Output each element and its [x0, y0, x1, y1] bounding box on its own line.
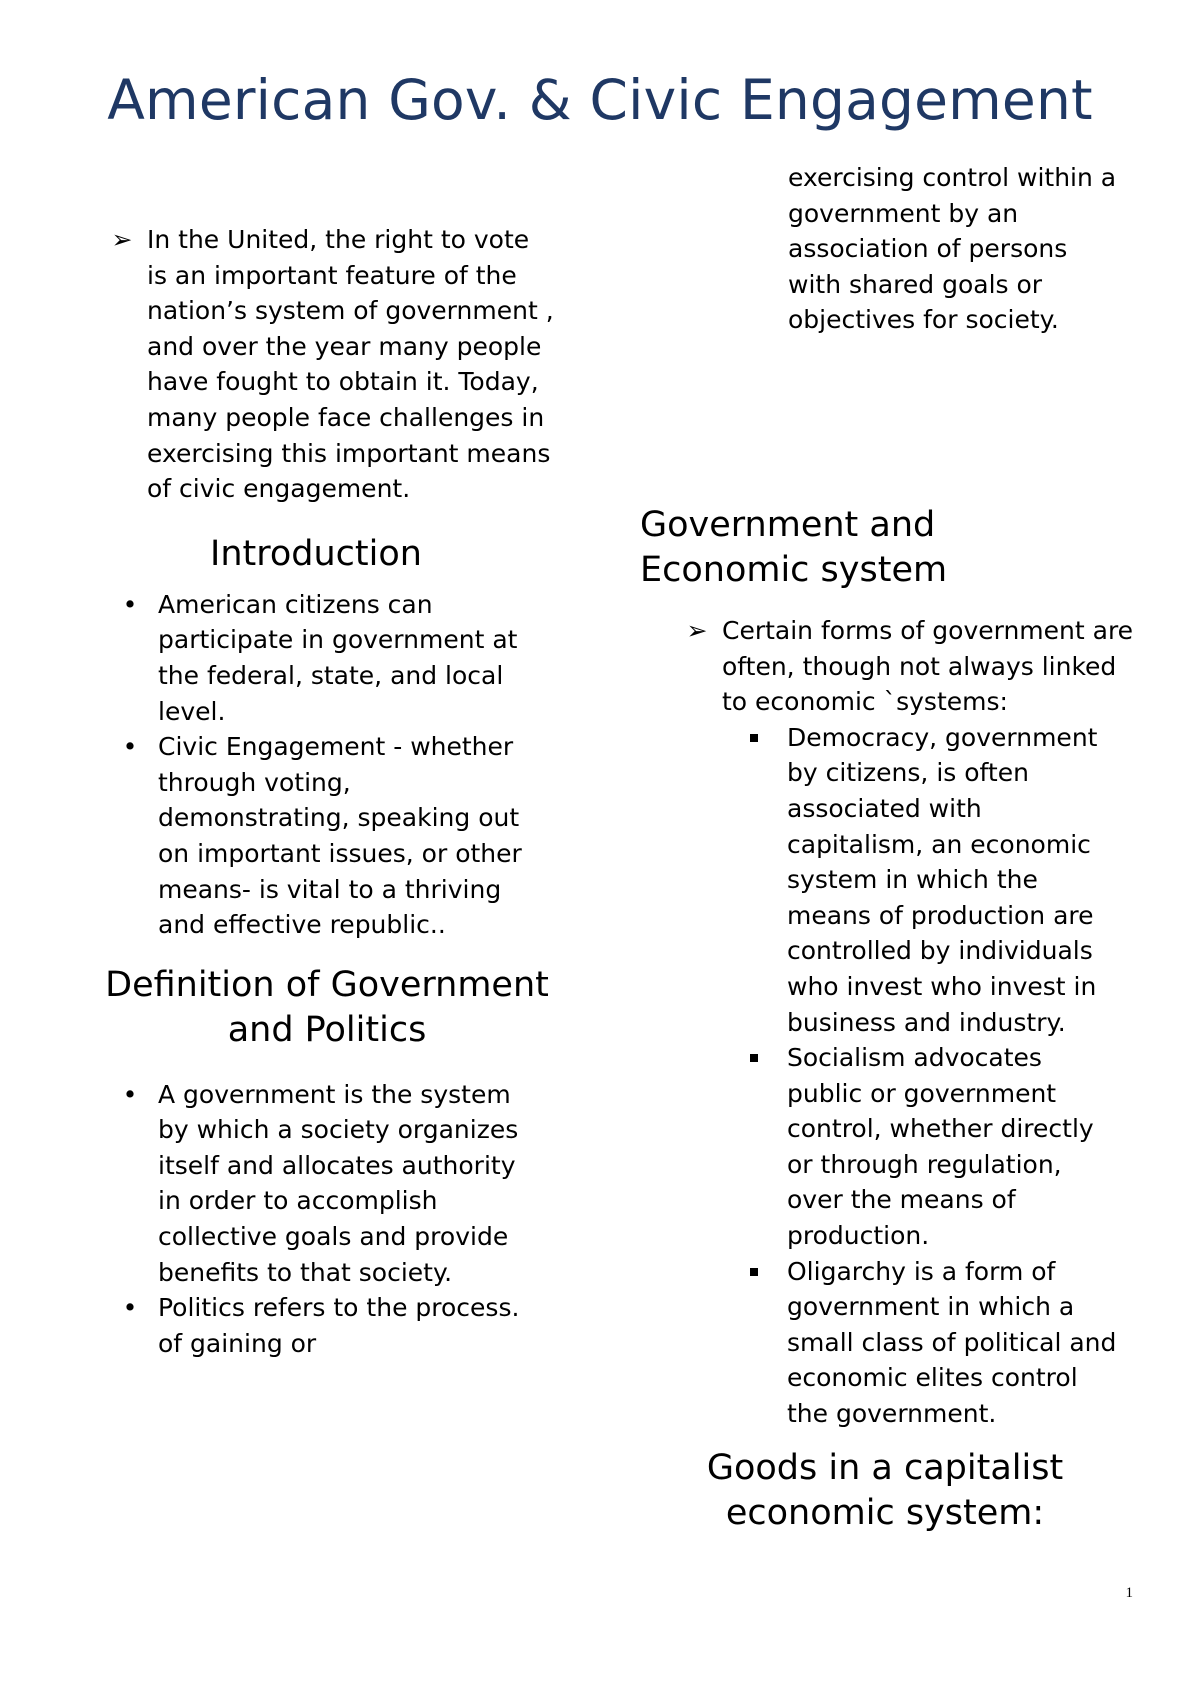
gov-econ-heading: Government and Economic system	[640, 504, 948, 590]
round-bullet-icon: •	[122, 732, 138, 762]
definition-heading: Definition of Government and Politics	[105, 964, 549, 1050]
econ-systems-list	[640, 720, 1125, 1432]
list-item: • A government is the system by which a society organizes itself and allocates authority in order to accomplish collective goals and provide benefits to that society.	[80, 1077, 520, 1291]
intro-arrow-item	[111, 222, 557, 507]
intro-arrow-text: In the United, the right to vote is an important feature of the nation’s system of government , and over the year many people have fought to obtain it. Today, many people face challenges in exercising this important means of civic engagement.	[147, 225, 554, 504]
list-item: • Civic Engagement - whether through voting, demonstrating, speaking out on important issues, or other means- is vital to a thriving and effective republic..	[80, 729, 530, 943]
square-bullet-icon	[750, 1054, 758, 1062]
right-column	[640, 160, 1140, 1536]
square-bullet-icon	[750, 1268, 758, 1276]
round-bullet-icon: •	[122, 589, 138, 619]
continued-paragraph: exercising control within a government by an association of persons with shared goals or objectives for society.	[788, 163, 1117, 335]
page-title: American Gov. & Civic Engagement	[107, 68, 1093, 132]
round-bullet-icon: •	[122, 1079, 138, 1109]
gov-econ-arrow-item: ➢ Certain forms of government are often, though not always linked to economic `systems:	[715, 613, 1142, 720]
arrow-bullet-icon: ➢	[686, 615, 708, 645]
introduction-heading: Introduction	[210, 533, 422, 574]
list-item: • Politics refers to the process. of gaining or	[80, 1290, 520, 1361]
list-item: Democracy, government by citizens, is often associated with capitalism, an economic system in which the means of production are controlled by individuals who invest who invest in business and industry.	[640, 720, 1125, 1040]
left-column	[105, 222, 580, 1361]
definition-list	[80, 1077, 520, 1362]
list-item: Oligarchy is a form of government in which a small class of political and economic elites control the government.	[640, 1254, 1125, 1432]
round-bullet-icon: •	[122, 1293, 138, 1323]
page-number: 1	[1125, 1585, 1133, 1601]
arrow-bullet-icon: ➢	[111, 225, 133, 254]
introduction-list	[80, 587, 530, 943]
square-bullet-icon	[750, 734, 758, 742]
goods-heading: Goods in a capitalist economic system:	[706, 1447, 1064, 1533]
list-item: Socialism advocates public or government control, whether directly or through regulation, over the means of production.	[640, 1040, 1125, 1254]
list-item: • American citizens can participate in government at the federal, state, and local level.	[80, 587, 530, 729]
